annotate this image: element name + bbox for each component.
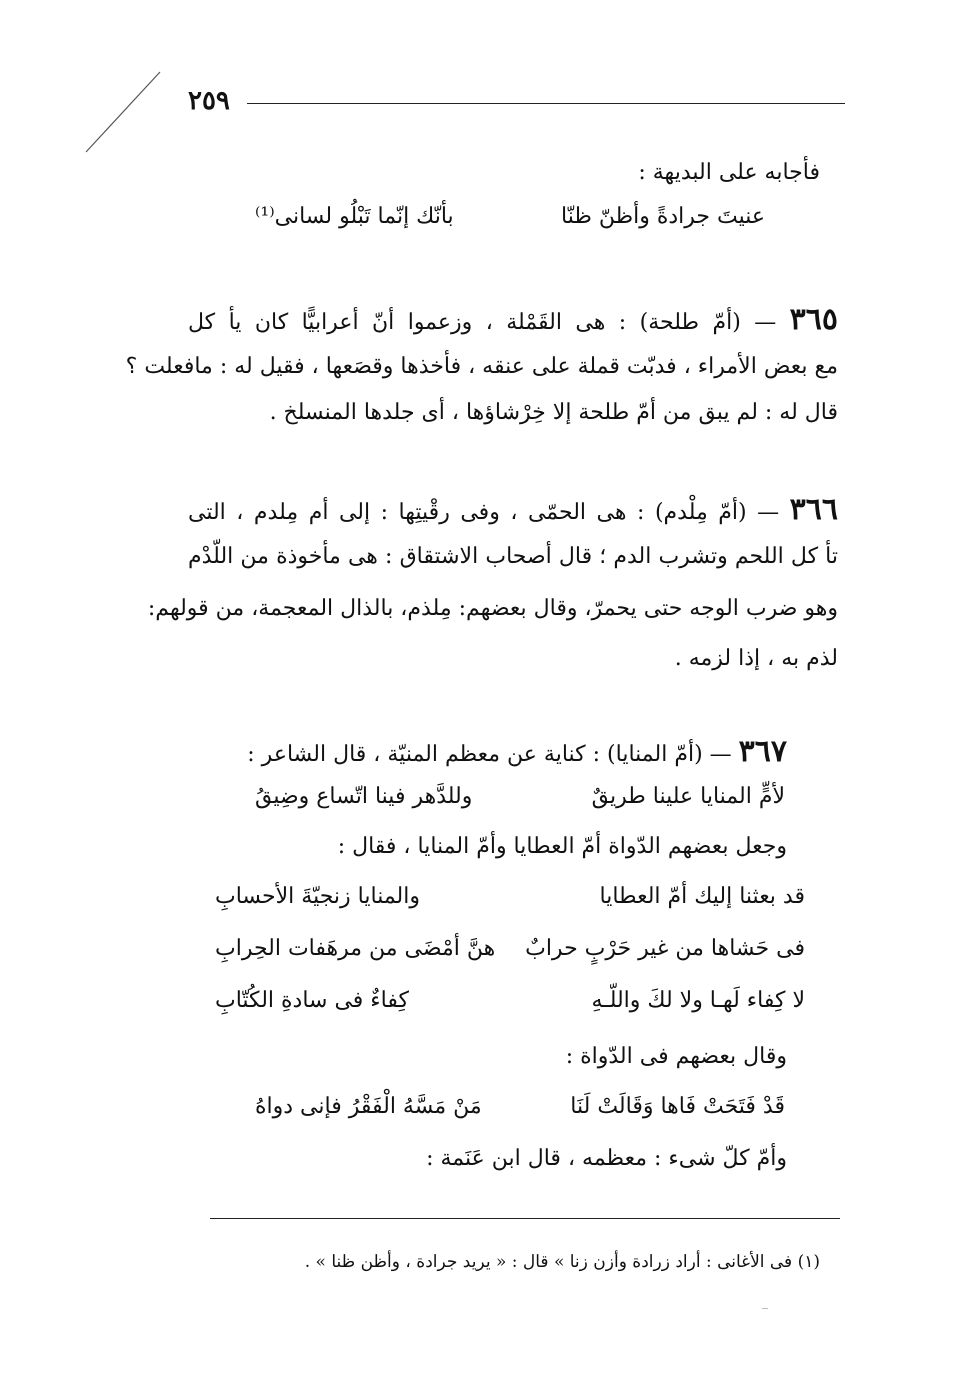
intro-line: فأجابه على البديهة :: [638, 160, 820, 185]
verse-hemistich-left: وللدَّهر فينا اتّساع وضِيقُ: [255, 784, 473, 809]
entry-367-line-1: ٣٦٧ — (أمّ المنايا) : كناية عن معظم المنيّة ، قال الشاعر :: [247, 734, 787, 769]
footnote-rule: [210, 1218, 840, 1219]
entry-366-line-4: لذم به ، إذا لزمه .: [674, 646, 838, 671]
verse-dawat-1: [215, 884, 805, 909]
verse-hemistich-right: عنيتَ جرادةً وأظنّ ظنّا: [560, 204, 765, 229]
entry-367-number: ٣٦٧: [738, 734, 787, 769]
intro-verse: [255, 204, 765, 229]
verse-dawat-3: [215, 988, 805, 1013]
verse-dawat-2: [215, 936, 805, 961]
verse-hemistich-right: لأمٍّ المنايا علينا طريقٌ: [591, 784, 785, 809]
verse-hemistich-right: قَدْ فَتَحَتْ فَاها وَقَالَتْ لَنَا: [570, 1094, 785, 1119]
entry-367-line-3: وقال بعضهم فى الدّواة :: [565, 1044, 787, 1069]
entry-366-line-2: تأ كل اللحم وتشرب الدم ؛ قال أصحاب الاشتقاق : هى مأخوذة من اللّدْم: [188, 544, 838, 569]
verse-hemistich-left: كِفاءٌ فى سادةِ الكُتّابِ: [215, 988, 409, 1013]
verse-hemistich-right: فى حَشاها من غير حَرْبٍ حرابٌ: [525, 936, 805, 961]
verse-hemistich-right: لا كِفاء لَهـا ولا لكَ واللّـهِ: [591, 988, 805, 1013]
verse-hemistich-left: هنَّ أمْضَى من مرهَفات الحِرابِ: [215, 936, 496, 961]
entry-365-number: ٣٦٥: [789, 302, 838, 337]
entry-365-line-3: قال له : لم يبق من أمّ طلحة إلا خِرْشاؤها ، أى جلدها المنسلخ .: [269, 400, 838, 425]
entry-367-line-2: وجعل بعضهم الدّواة أمّ العطايا وأمّ المنايا ، فقال :: [337, 834, 787, 859]
verse-umm-al-manaya: [255, 784, 785, 809]
verse-hemistich-left: بأنّك إنّما تَبْلُو لسانى⁽¹⁾: [255, 204, 454, 229]
verse-hemistich-left: والمنايا زنجيّةَ الأحسابِ: [215, 884, 420, 909]
entry-365-line-2: مع بعض الأمراء ، فدبّت قملة على عنقه ، فأخذها وقصَعها ، فقيل له : مافعلت ؟: [125, 354, 838, 379]
page-number: ٢٥٩: [188, 86, 230, 116]
entry-366-number: ٣٦٦: [789, 492, 838, 527]
entry-365-line-1: ٣٦٥ — (أمّ طلحة) : هى القَمْلة ، وزعموا أنّ أعرابيًّا كان يأ كل: [188, 302, 838, 337]
scan-speck: [762, 1308, 768, 1309]
header-rule: [247, 103, 845, 104]
entry-367-line-4: وأمّ كلّ شىء : معظمه ، قال ابن عَنَمة :: [426, 1146, 787, 1171]
verse-hemistich-right: قد بعثنا إليك أمّ العطايا: [599, 884, 805, 909]
entry-366-line-1: ٣٦٦ — (أمّ مِلْدم) : هى الحمّى ، وفى رقْيتِها : إلى أم مِلدم ، التى: [188, 492, 838, 527]
entry-366-line-3: وهو ضرب الوجه حتى يحمرّ، وقال بعضهم: مِلذم، بالذال المعجمة، من قولهم:: [147, 596, 838, 621]
footnote: (١) فى الأغانى : أراد زرادة وأزن زنا » قال : « يريد جرادة ، وأظن ظنا » .: [304, 1252, 820, 1272]
verse-hemistich-left: مَنْ مَسَّهُ الْفَقْرُ فإنى دواهُ: [255, 1094, 482, 1119]
verse-dawat-fatahat: [255, 1094, 785, 1119]
